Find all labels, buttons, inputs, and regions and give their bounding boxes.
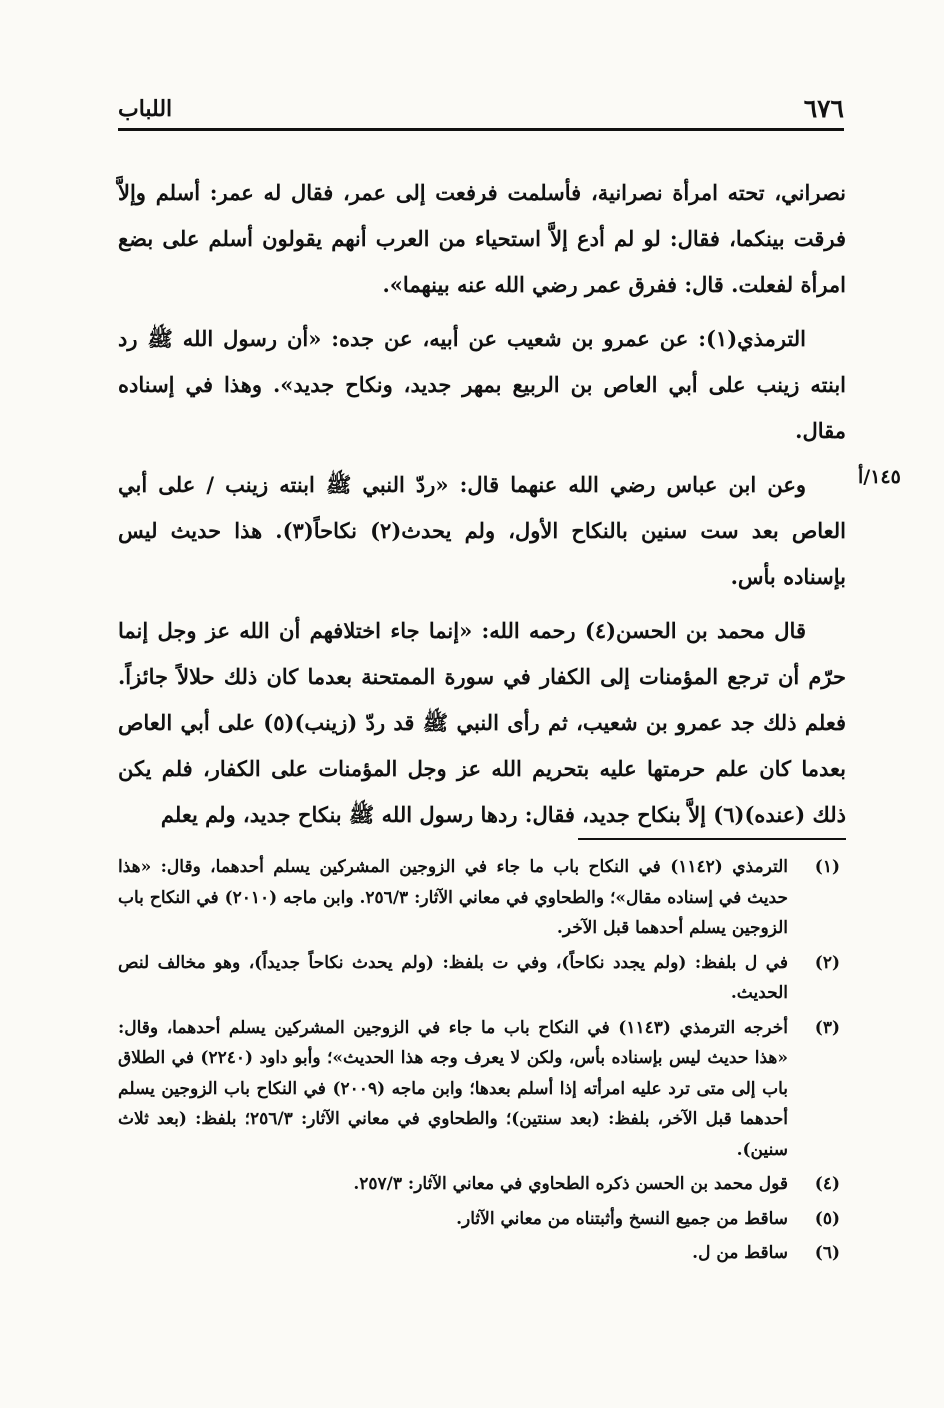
- footnote-text: الترمذي (١١٤٢) في النكاح باب ما جاء في الزوجين المشركين يسلم أحدهما، وقال: «هذا حديث في إسناده مقال»؛ والطحاوي في معاني الآثار: ٢٥٦/٣. وابن ماجه (٢٠١٠) في النكاح باب الزوجين يسلم أحدهما قبل الآخر.: [118, 857, 788, 938]
- page-header: [118, 92, 844, 131]
- footnote-number: (٦): [814, 1243, 840, 1263]
- paragraph: وعن ابن عباس رضي الله عنهما قال: «ردّ النبي ﷺ ابنته زينب / على أبي العاص بعد ست سنين بالنكاح الأول، ولم يحدث(٢) نكاحاً(٣). هذا حديث ليس بإسناده بأس.: [118, 472, 846, 589]
- footnote-number: (٥): [814, 1208, 840, 1229]
- footnote-number: (٢): [814, 952, 840, 973]
- paragraph: الترمذي(١): عن عمرو بن شعيب عن أبيه، عن جده: «أن رسول الله ﷺ رد ابنته زينب على أبي العاص بن الربيع بمهر جديد، ونكاح جديد». وهذا في إسناده مقال.: [118, 326, 846, 443]
- footnote-separator: [578, 838, 846, 840]
- footnote-text: أخرجه الترمذي (١١٤٣) في النكاح باب ما جاء في الزوجين المشركين يسلم أحدهما، وقال: «هذا حديث ليس بإسناده بأس، ولكن لا يعرف وجه هذا الحديث»؛ وأبو داود (٢٢٤٠) في الطلاق باب إلى متى ترد عليه امرأته إذا أسلم بعدها؛ وابن ماجه (٢٠٠٩) في النكاح باب الزوجين يسلم أحدهما قبل الآخر، بلفظ: (بعد سنتين)؛ والطحاوي في معاني الآثار: ٢٥٦/٣؛ بلفظ: (بعد ثلاث سنين).: [118, 1017, 789, 1160]
- footnote-text: ساقط من ل.: [692, 1243, 788, 1263]
- footnote: [118, 1169, 840, 1200]
- footnote-number: (٣): [814, 1017, 840, 1038]
- footnote-text: قول محمد بن الحسن ذكره الطحاوي في معاني الآثار: ٢٥٧/٣.: [353, 1174, 788, 1194]
- footnote-number: (١): [814, 857, 840, 877]
- footnote: [118, 948, 840, 1009]
- paragraph: نصراني، تحته امرأة نصرانية، فأسلمت فرفعت إلى عمر، فقال له عمر: أسلم وإلاَّ فرقت بينكما، فقال: لو لم أدع إلاَّ استحياء من العرب أنهم يقولون أسلم على بضع امرأة لفعلت. قال: ففرق عمر رضي الله عنه بينهما».: [118, 180, 846, 297]
- footnote-text: ساقط من جميع النسخ وأثبتناه من معاني الآثار.: [456, 1208, 788, 1229]
- manuscript-folio-marker: ١٤٥/أ: [858, 466, 901, 488]
- footnote: [118, 1013, 840, 1166]
- running-title: اللباب: [118, 96, 173, 122]
- footnote-text: في ل بلفظ: (ولم يجدد نكاحاً)، وفي ت بلفظ: (ولم يحدث نكاحاً جديداً)، وهو مخالف لنص الحديث.: [118, 952, 788, 1003]
- footnote: [118, 1204, 840, 1235]
- footnotes: [118, 852, 840, 1273]
- paragraph: قال محمد بن الحسن(٤) رحمه الله: «إنما جاء اختلافهم أن الله عز وجل إنما حرّم أن ترجع المؤمنات إلى الكفار في سورة الممتحنة بعدما كان ذلك حلالاً جائزاً. فعلم ذلك جد عمرو بن شعيب، ثم رأى النبي ﷺ قد ردّ (زينب)(٥) على أبي العاص بعدما كان علم حرمتها عليه بتحريم الله عز وجل المؤمنات على الكفار، فلم يكن ذلك (عنده)(٦) إلاَّ بنكاح جديد، فقال: ردها رسول الله ﷺ بنكاح جديد، ولم يعلم: [118, 618, 846, 827]
- main-text: [118, 170, 846, 846]
- footnote-number: (٤): [814, 1174, 840, 1194]
- page-number: ٦٧٦: [803, 94, 844, 123]
- footnote: [118, 1238, 840, 1269]
- footnote: [118, 852, 840, 944]
